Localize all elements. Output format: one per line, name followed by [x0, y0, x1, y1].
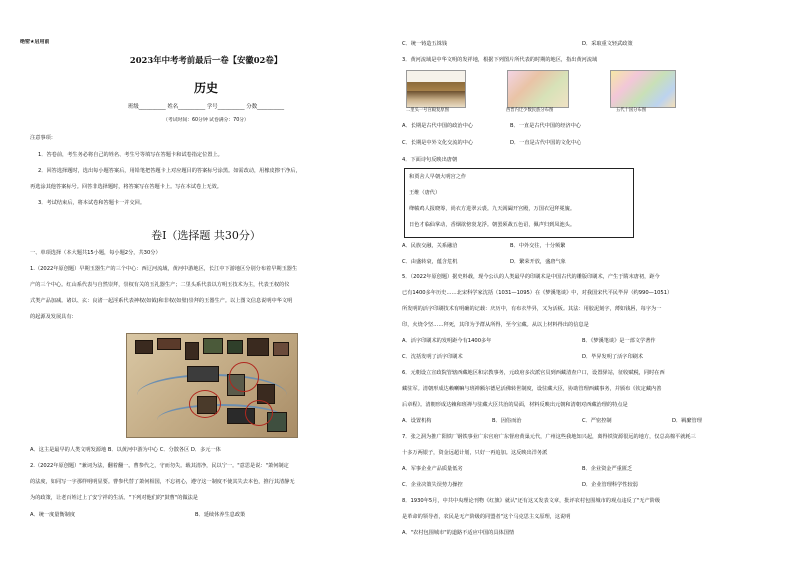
- note-item: 1．答卷前，考生务必将自己的姓名、考生号等填写在答题卡和试卷指定位置上。: [38, 152, 223, 158]
- question-4-option-a: A．民族交融，关系融洽: [402, 243, 458, 249]
- question-2-line: 2.（2022年原创题）"兼词为法，翻着翻一。曹参代之，守而勿失。载其清净，民以宁一。"意思是说："萧何制定: [30, 463, 289, 469]
- caption: 二里头一号宫殿复原图: [406, 108, 449, 113]
- question-4-option-c: C．由盛转衰，蕴含危机: [402, 259, 458, 265]
- question-2-line: 为的政策，让老百姓过上了安宁祥的生活。"下列对他们的"鼓曹"的做法是: [30, 495, 198, 501]
- question-5-line: 印，火烧令坚……拜死，其印为予群从所得，至今宝藏。从以上材料得出的信息是: [402, 322, 589, 328]
- five-dynasties-map-image: [610, 70, 676, 108]
- question-5-option-a: A．活字印刷术的发明距今有1400多年: [402, 338, 492, 344]
- note-item: 2．回答选择题时，选出每小题答案后，用铅笔把答题卡上对应题目的答案标号涂黑。如需改动，用橡皮擦干净后，: [38, 168, 301, 174]
- question-2-option-d: D．采取重文轻武政策: [582, 41, 633, 47]
- question-2-option-a: A．统一度量衡制度: [30, 512, 76, 518]
- question-1-line: 产的三个中心。红山系代表与自然崇拜，崇权有关的玉礼器生产；二里头系代表以方明玉技术为主，代表王权的仪: [30, 282, 290, 288]
- question-7-line: 十多万两银子，资金远超计划，只好一再追加。这反映出洋务派: [402, 450, 548, 456]
- question-7-line: 7．张之洞为推广阳铁厂钢铁事业广东官府广东督府黄巢元代，广州这些我地知兴起，离得铁资源很远的地方，仅总高棉平就耗三: [402, 434, 696, 440]
- note-item: 3．考试结束后，将本试卷和答题卡一并交回。: [38, 200, 146, 206]
- right-column: [402, 0, 764, 561]
- question-5-option-c: C．沈括发明了活字印刷术: [402, 354, 463, 360]
- question-1-line: 的起源及发展具有：: [30, 314, 77, 320]
- time-note: （考试时间：60分钟 试卷满分：70分）: [163, 118, 249, 123]
- poem-line: 绛帻鸡人报晓筹，尚衣方进翠云裘。九天阊阖开宫殿，万国衣冠拜冕旒。: [409, 206, 576, 212]
- question-1-line: 1.（2022年原创题）早期玉器生产的三个中心：西辽河流域，黄河中游地区，长江中下游地区分别分布着早期玉器生: [30, 266, 298, 272]
- question-5-option-b: B．《梦溪笔谈》是一部文学著作: [582, 338, 656, 344]
- question-7-option-a: A．军事企业产品质量低劣: [402, 466, 463, 472]
- question-2-line: 的法度，如同写一字那样明明显要。曹参代替了萧何相国，不忘初心，遵守这一制度不使其失去本色，推行其清静无: [30, 479, 295, 485]
- question-7-option-d: D．企业管理科学性较弱: [582, 482, 638, 488]
- question-4-option-d: D．繁荣开放，盛唐气象: [510, 259, 566, 265]
- question-5-option-d: D．毕昇发明了活字印刷术: [582, 354, 644, 360]
- western-jin-map-image: [507, 70, 569, 108]
- secret-label: 绝密★启用前: [20, 39, 50, 45]
- question-8-line: 是革命的领导者，农民是无产阶级的同盟者"这个马克思主义原理，这说明: [402, 514, 571, 520]
- jade-culture-map-image: [126, 333, 298, 438]
- question-3-option-d: D．一直是古代中国的文化中心: [510, 140, 582, 146]
- question-7-option-b: B．企业资金严重匮乏: [582, 466, 633, 472]
- question-6-option-a: A．设置机构: [402, 418, 432, 424]
- question-8-option-a: A．"农村包围城市"的道路不适应中国的具体国情: [402, 530, 515, 536]
- caption: 五代十国分布图: [616, 108, 647, 113]
- question-6-option-b: B．因俗而治: [492, 418, 522, 424]
- section-heading: 卷Ⅰ（选择题 共30分）: [151, 229, 261, 242]
- poem-box: [404, 168, 634, 238]
- question-1-options: A．这主是最早的人类文明发源地 B．以黄河中游为中心 C．分散各区 D．多元一体: [30, 447, 221, 453]
- question-2-option-b: B．延续休养生息政策: [195, 512, 246, 518]
- question-4-option-b: B．中外交往，十分频繁: [510, 243, 566, 249]
- question-3-option-b: B．一直是古代中国的经济中心: [510, 123, 581, 129]
- question-5-line: 已有1400多年历史……北宋科学家沈括（1031—1095）在《梦溪笔谈》中，对我国宋代平民毕昇（约990—1051）: [402, 290, 673, 296]
- question-1-line: 式类产品加减。诸以、玄：良渚一起淫系代表神权(如钺)和非权(如璧)崇拜的玉器生产。以上图文信息说明中华文明: [30, 298, 293, 304]
- question-6-line: 藏驻军。清朝形成达赖喇嘛与班禅额尔德尼活佛转世制度，设驻藏大臣，协助管理西藏事务，并颁布《钦定藏内善: [402, 386, 662, 392]
- question-6-line: 后章程》。清朝形成达赖和班禅与驻藏大臣共治的局面，材料反映出元朝和清朝对西藏治理的特点是: [402, 402, 628, 408]
- question-7-option-c: C．企业决策失误势力操控: [402, 482, 463, 488]
- question-5-line: 所发明的活字印刷技术有明确的记载：庆历中，有布衣毕昇，又为活板。其法：用胶泥刻字，薄如钱唇，每字为一: [402, 306, 662, 312]
- caption: 西晋内迁少数民族分布图: [506, 108, 554, 113]
- question-2-option-c: C．统一铸造五铢钱: [402, 41, 448, 47]
- question-3-option-a: A．长期是古代中国的政治中心: [402, 123, 473, 129]
- question-6-option-c: C．严密控制: [582, 418, 612, 424]
- subject-title: 历史: [193, 81, 218, 95]
- exam-title: 2023年中考考前最后一卷【安徽02卷】: [129, 55, 283, 65]
- question-6-line: 6．元朝设立宣政院管辖西藏地区和宗教事务，元政府多次派官员到西藏清查户口，设置驿站，征收赋税，同时在西: [402, 370, 665, 376]
- left-column: [20, 0, 382, 561]
- poem-title: 和贾舍人早朝大明宫之作: [409, 174, 467, 180]
- poem-line: 日色才临仙掌动，香烟欲傍衮龙浮。朝罢须裁五色诏，佩声归到凤池头。: [409, 222, 576, 228]
- poem-author: 王维（唐代）: [409, 190, 441, 196]
- question-4-stem: 4．下面诗句反映出唐朝: [402, 157, 458, 163]
- question-8-line: 8．1930年5月，中共中央理论刊物《红旗》就认"还有这又发表文章，批评农村包围城市的观点违反了"无产阶级: [402, 498, 661, 504]
- part-heading: 一、单项选择（本大题共15小题，每小题2分，共30分）: [30, 250, 161, 256]
- question-6-option-d: D．羁縻管理: [672, 418, 702, 424]
- palace-reconstruction-image: [406, 70, 466, 108]
- question-3-stem: 3．黄河流域是中华文明的发祥地，根据下列图片所代表的时期的地区，指出黄河流域: [402, 57, 598, 63]
- notes-heading: 注意事项：: [30, 135, 56, 141]
- note-item: 再选涂其他答案标号。回答非选择题时，将答案写在答题卡上。写在本试卷上无效。: [30, 184, 222, 190]
- question-3-option-c: C．长期是中外文化交流的中心: [402, 140, 474, 146]
- question-5-line: 5．（2022年原创题）据史料载，现今公认的人类最早的印刷术是中国古代的雕版印刷术，产生于隋末唐初，距今: [402, 274, 660, 280]
- student-info-line: 班级__________ 姓名__________ 学号__________ 分数__________: [127, 104, 285, 110]
